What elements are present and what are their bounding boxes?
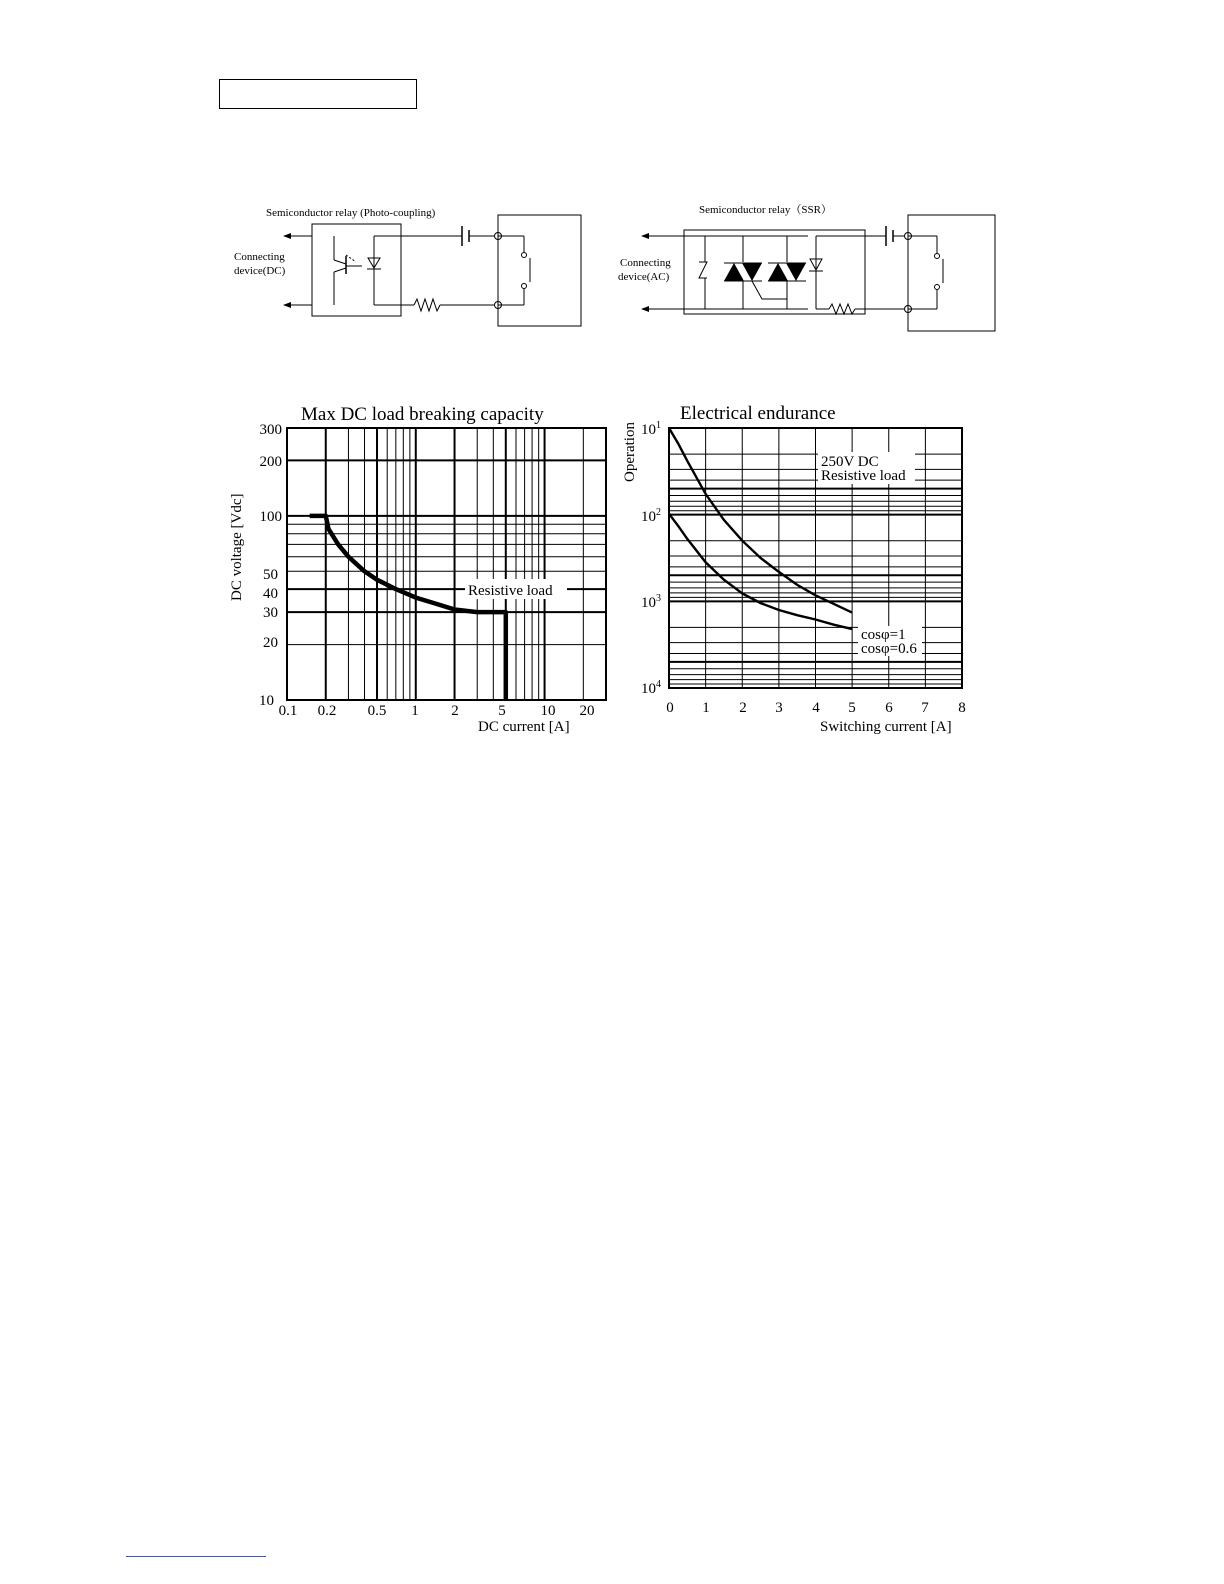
ac-arrow-bottom-icon [641, 306, 649, 312]
c1-xtick: 2 [451, 703, 459, 719]
dc-breaking-capacity-chart [229, 404, 606, 735]
c2-xtick: 4 [812, 700, 820, 716]
ac-relay-label: Semiconductor relay（SSR） [699, 204, 832, 216]
c2-ytick: $10^2$ [641, 507, 661, 525]
ac-device-label-2: device(AC) [618, 271, 670, 283]
ac-wiring-diagram [618, 203, 995, 331]
dc-relay-label: Semiconductor relay (Photo-coupling) [266, 207, 436, 219]
electrical-endurance-chart [622, 403, 966, 735]
c1-xtick: 1 [411, 703, 419, 719]
dc-device-label-1: Connecting [234, 251, 285, 263]
c1-ytick: 30 [263, 605, 278, 621]
c2-xtick: 6 [885, 700, 893, 716]
ac-zener-icon [699, 262, 707, 278]
c2-annotation-voltage: 250V DC [821, 454, 879, 470]
ac-triac-icon-1 [724, 263, 744, 281]
c2-xtick: 2 [739, 700, 747, 716]
ac-relay-box [908, 215, 995, 331]
dc-wiring-diagram [234, 207, 581, 326]
c2-series-2 [669, 514, 852, 629]
c2-xtick: 7 [921, 700, 929, 716]
ac-resistor-icon [829, 304, 855, 314]
c2-xtick: 1 [702, 700, 710, 716]
ac-device-label-1: Connecting [620, 257, 671, 269]
dc-arrow-bottom-icon [283, 302, 291, 308]
c2-annotation-resistive: Resistive load [821, 468, 906, 484]
chart1-frame [287, 428, 606, 700]
c1-ytick: 10 [259, 693, 274, 709]
c1-series-resistive-load [310, 516, 506, 700]
dc-photocoupler-box [312, 224, 401, 316]
c2-xticks [666, 700, 966, 716]
c1-ytick: 200 [259, 454, 282, 470]
chart1-title: Max DC load breaking capacity [301, 404, 544, 425]
chart2-xlabel: Switching current [A] [820, 719, 952, 735]
c2-xtick: 8 [958, 700, 966, 716]
c2-legend-series-1: cosφ=1 [861, 627, 906, 643]
dc-relay-box [498, 215, 581, 326]
c2-legend-series-2: cosφ=0.6 [861, 641, 917, 657]
c2-ytick: $10^4$ [641, 679, 661, 697]
dc-device-label-2: device(DC) [234, 265, 286, 277]
chart1-xlabel: DC current [A] [478, 719, 570, 735]
c2-xtick: 3 [775, 700, 783, 716]
c1-ytick: 20 [263, 635, 278, 651]
ac-triac-icon-2 [768, 263, 788, 281]
c1-xtick: 20 [579, 703, 595, 719]
c1-ytick: 40 [263, 586, 278, 602]
c1-xtick: 0.5 [367, 703, 387, 719]
c1-xtick: 0.2 [317, 703, 337, 719]
c1-xtick: 0.1 [278, 703, 298, 719]
c1-annotation-resistive: Resistive load [468, 583, 553, 599]
c1-ytick: 300 [259, 422, 282, 438]
c2-xtick: 5 [848, 700, 856, 716]
chart2-ylabel: Operation [622, 422, 638, 482]
c1-ytick: 100 [259, 509, 282, 525]
c2-ytick: $10^1$ [641, 420, 661, 438]
chart1-ylabel: DC voltage [Vdc] [229, 493, 245, 601]
c2-xtick: 0 [666, 700, 674, 716]
c1-ytick: 50 [263, 567, 278, 583]
dc-resistor-icon [414, 299, 440, 311]
ac-arrow-top-icon [641, 233, 649, 239]
dc-arrow-top-icon [283, 233, 291, 239]
c2-ytick: $10^3$ [641, 593, 661, 611]
chart2-title: Electrical endurance [680, 403, 836, 424]
c1-xtick: 5 [498, 703, 506, 719]
c1-xtick: 10 [540, 703, 556, 719]
